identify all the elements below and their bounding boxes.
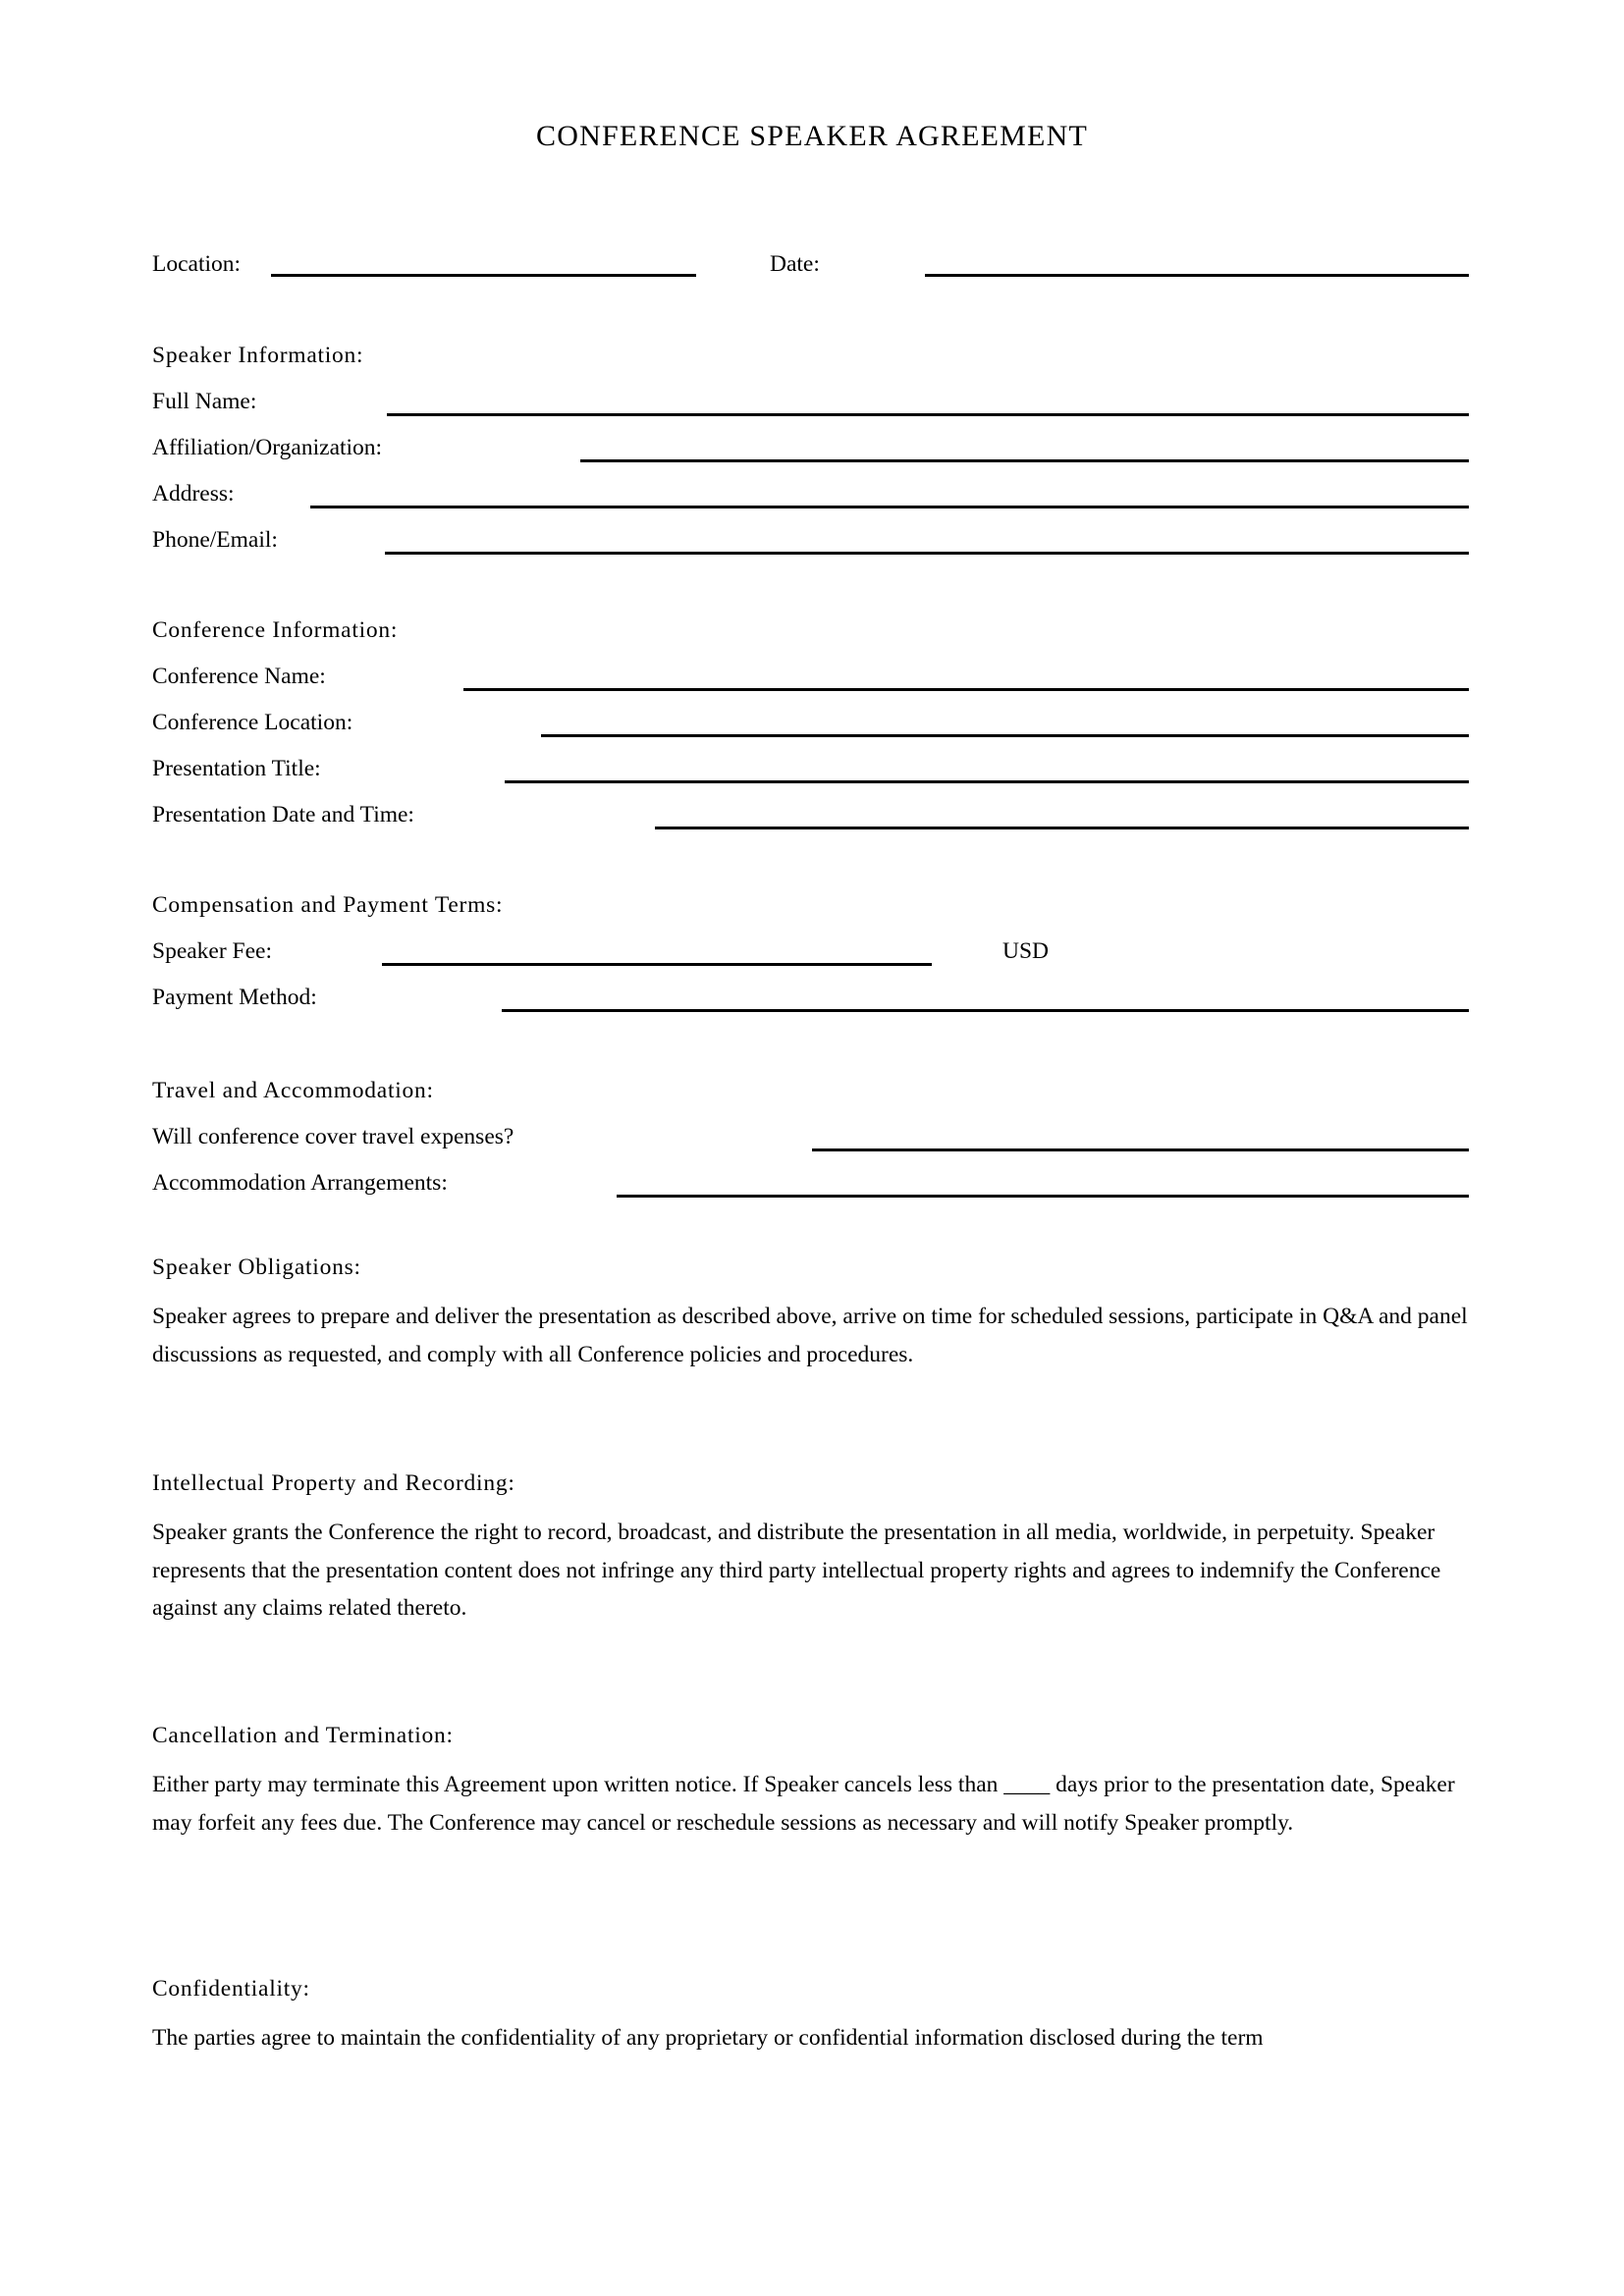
speaker-obligations-heading: Speaker Obligations: xyxy=(152,1255,361,1280)
currency-label: USD xyxy=(1002,938,1050,964)
conference-information-heading: Conference Information: xyxy=(152,617,399,643)
full-name-label: Full Name: xyxy=(152,389,257,414)
presentation-title-label: Presentation Title: xyxy=(152,756,321,781)
accommodation-input-rule[interactable] xyxy=(617,1195,1469,1198)
phone-email-input-rule[interactable] xyxy=(385,552,1469,555)
affiliation-input-rule[interactable] xyxy=(580,459,1469,462)
accommodation-label: Accommodation Arrangements: xyxy=(152,1170,448,1196)
compensation-heading: Compensation and Payment Terms: xyxy=(152,892,504,918)
location-input-rule[interactable] xyxy=(271,274,696,277)
address-label: Address: xyxy=(152,481,235,507)
cancellation-heading: Cancellation and Termination: xyxy=(152,1723,454,1748)
intellectual-property-body: Speaker grants the Conference the right to record, broadcast, and distribute the presentation in all media, worldwide, in perpetuity. Speaker represents that the presentation content does not infringe any third party intellectual property rights and agrees to indemnify the Conference against any claims related thereto. xyxy=(152,1520,1441,1621)
cancellation-body: Either party may terminate this Agreement upon written notice. If Speaker cancels less than ____ days prior to the presentation date, Speaker may forfeit any fees due. The Conference may cancel or reschedule sessions as necessary and will notify Speaker promptly. xyxy=(152,1772,1455,1836)
date-input-rule[interactable] xyxy=(925,274,1469,277)
confidentiality-body: The parties agree to maintain the confidentiality of any proprietary or confidential information disclosed during the term xyxy=(152,2025,1264,2051)
travel-accommodation-heading: Travel and Accommodation: xyxy=(152,1078,434,1103)
presentation-title-input-rule[interactable] xyxy=(505,780,1469,783)
affiliation-label: Affiliation/Organization: xyxy=(152,435,383,460)
travel-expenses-label: Will conference cover travel expenses? xyxy=(152,1124,514,1149)
conference-name-label: Conference Name: xyxy=(152,664,326,689)
conference-location-label: Conference Location: xyxy=(152,710,353,735)
presentation-datetime-label: Presentation Date and Time: xyxy=(152,802,414,828)
location-label: Location: xyxy=(152,251,242,277)
page-title: CONFERENCE SPEAKER AGREEMENT xyxy=(536,120,1088,152)
presentation-datetime-input-rule[interactable] xyxy=(655,827,1469,829)
address-input-rule[interactable] xyxy=(310,506,1469,508)
confidentiality-heading: Confidentiality: xyxy=(152,1976,310,2002)
conference-location-input-rule[interactable] xyxy=(541,734,1469,737)
full-name-input-rule[interactable] xyxy=(387,413,1469,416)
travel-expenses-input-rule[interactable] xyxy=(812,1148,1469,1151)
speaker-information-heading: Speaker Information: xyxy=(152,343,364,368)
intellectual-property-heading: Intellectual Property and Recording: xyxy=(152,1470,515,1496)
phone-email-label: Phone/Email: xyxy=(152,527,278,553)
speaker-fee-input-rule[interactable] xyxy=(382,963,932,966)
speaker-fee-label: Speaker Fee: xyxy=(152,938,273,964)
speaker-obligations-body: Speaker agrees to prepare and deliver the presentation as described above, arrive on time for scheduled sessions, participate in Q&A and panel discussions as requested, and comply with all Conference policies and procedures. xyxy=(152,1304,1468,1367)
payment-method-label: Payment Method: xyxy=(152,985,317,1010)
conference-name-input-rule[interactable] xyxy=(463,688,1469,691)
payment-method-input-rule[interactable] xyxy=(502,1009,1469,1012)
date-label: Date: xyxy=(770,251,820,277)
